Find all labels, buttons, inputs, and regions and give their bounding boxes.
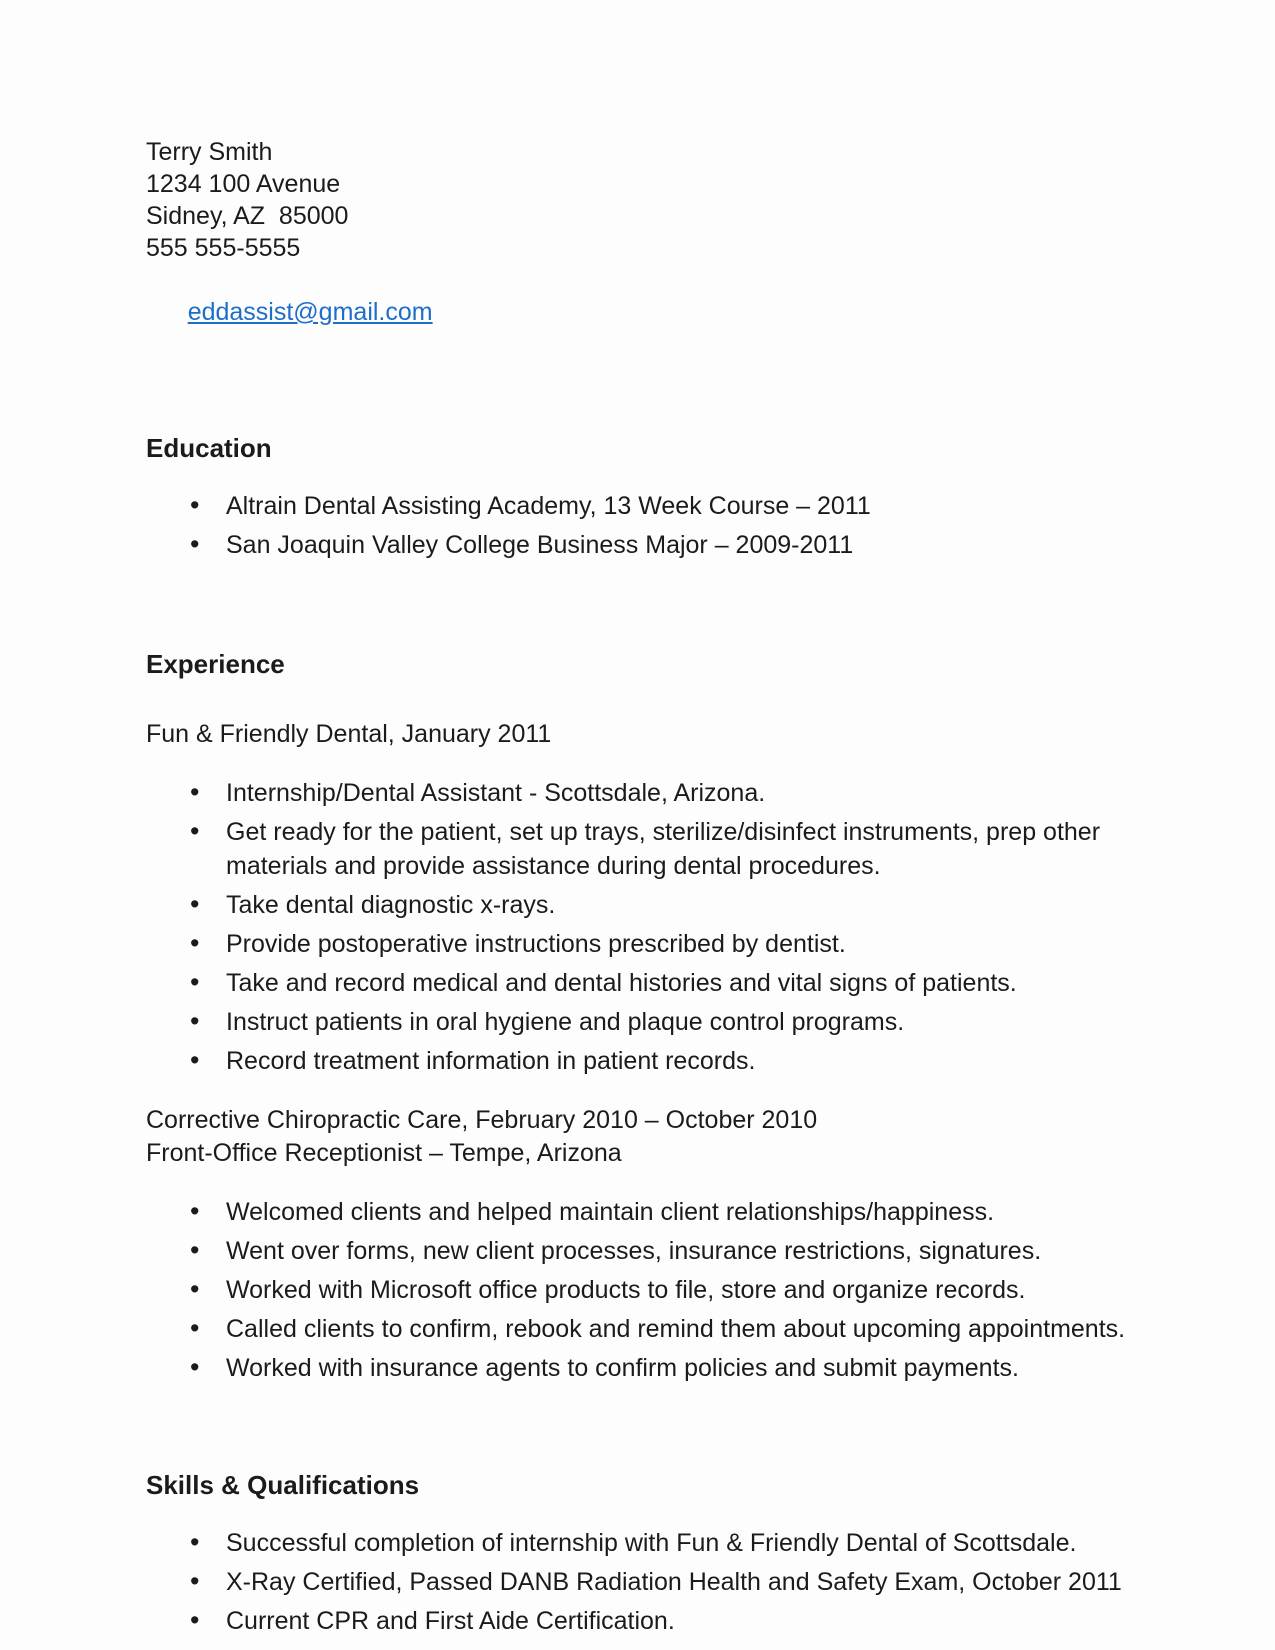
job1-list-item: • Internship/Dental Assistant - Scottsdale, Arizona. <box>146 776 1163 810</box>
job2-list-item: • Welcomed clients and helped maintain client relationships/happiness. <box>146 1195 1163 1229</box>
contact-name: Terry Smith <box>146 138 273 166</box>
skills-list-item: • Current CPR and First Aide Certification. <box>146 1604 1163 1638</box>
contact-block <box>146 136 1163 360</box>
job1-title: Fun & Friendly Dental, January 2011 <box>146 720 552 748</box>
job2-list <box>146 1195 1163 1385</box>
skills-list-item: • X-Ray Certified, Passed DANB Radiation Health and Safety Exam, October 2011 <box>146 1565 1163 1599</box>
contact-email-line <box>146 264 1163 360</box>
job1-list-item: • Instruct patients in oral hygiene and plaque control programs. <box>146 1005 1163 1039</box>
skills-list <box>146 1526 1163 1638</box>
job2-list-item: • Called clients to confirm, rebook and remind them about upcoming appointments. <box>146 1312 1163 1346</box>
job2-list-item: • Worked with Microsoft office products to file, store and organize records. <box>146 1273 1163 1307</box>
job2-list-item: • Worked with insurance agents to confirm policies and submit payments. <box>146 1351 1163 1385</box>
job1-list-item: • Take and record medical and dental histories and vital signs of patients. <box>146 966 1163 1000</box>
job1-list-item: • Get ready for the patient, set up trays, sterilize/disinfect instruments, prep other materials and provide assistance during dental procedures. <box>146 815 1163 883</box>
education-heading: Education <box>146 433 272 463</box>
job1-list-item: • Provide postoperative instructions prescribed by dentist. <box>146 927 1163 961</box>
education-list <box>146 489 1163 562</box>
education-list-item: • San Joaquin Valley College Business Major – 2009-2011 <box>146 528 1163 562</box>
contact-address-line2: Sidney, AZ 85000 <box>146 202 349 230</box>
job2-title-block <box>146 1104 1163 1170</box>
job1-list <box>146 776 1163 1078</box>
job2-list-item: • Went over forms, new client processes, insurance restrictions, signatures. <box>146 1234 1163 1268</box>
contact-address-line1: 1234 100 Avenue <box>146 170 341 198</box>
job1-list-item: • Record treatment information in patient records. <box>146 1044 1163 1078</box>
skills-heading: Skills & Qualifications <box>146 1470 420 1500</box>
skills-list-item: • Successful completion of internship with Fun & Friendly Dental of Scottsdale. <box>146 1526 1163 1560</box>
experience-heading: Experience <box>146 649 285 679</box>
email-link[interactable]: eddassist@gmail.com <box>187 298 433 326</box>
contact-phone: 555 555-5555 <box>146 234 301 262</box>
education-list-item: • Altrain Dental Assisting Academy, 13 Week Course – 2011 <box>146 489 1163 523</box>
job2-title-line1: Corrective Chiropractic Care, February 2010 – October 2010 <box>146 1106 818 1134</box>
job1-list-item: • Take dental diagnostic x-rays. <box>146 888 1163 922</box>
job2-title-line2: Front-Office Receptionist – Tempe, Arizona <box>146 1139 622 1167</box>
